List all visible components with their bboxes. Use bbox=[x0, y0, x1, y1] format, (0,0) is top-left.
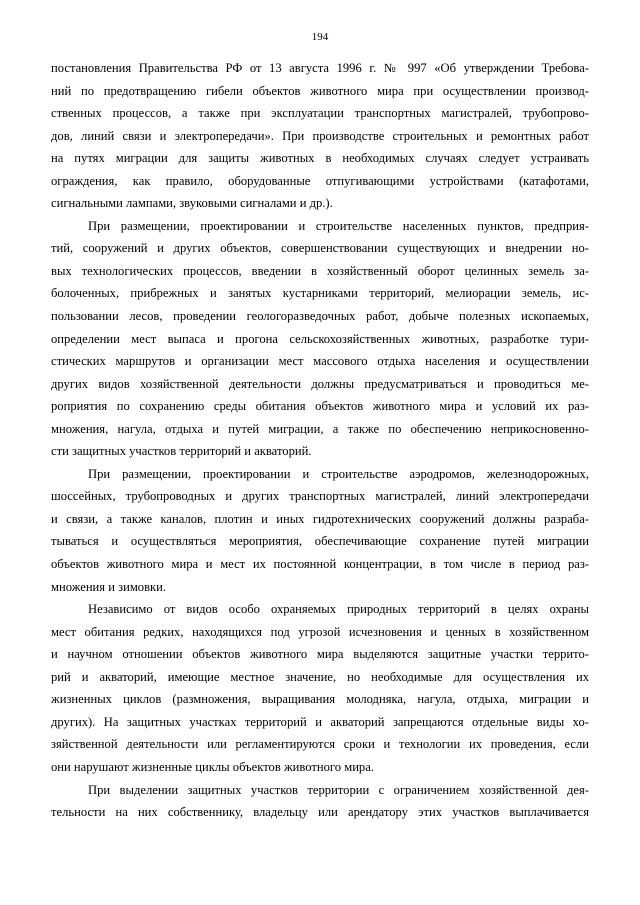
text-line: мест обитания редких, находящихся под угрозой исчезновения и ценных в хозяйственном bbox=[51, 624, 589, 639]
text-line: Независимо от видов особо охраняемых природных территорий в целях охраны bbox=[88, 602, 589, 617]
text-line: роприятия по сохранению среды обитания объектов животного мира и условий их раз- bbox=[51, 399, 589, 414]
body-text bbox=[51, 57, 589, 824]
text-line: множения и зимовки. bbox=[51, 579, 167, 594]
text-line: пользовании лесов, проведении геологоразведочных работ, добыче полезных ископаемых, bbox=[51, 309, 589, 324]
text-line: тываться и осуществляться мероприятия, обеспечивающие сохранение путей миграции bbox=[51, 534, 589, 549]
text-line: постановления Правительства РФ от 13 августа 1996 г. № 997 «Об утверждении Требова- bbox=[51, 61, 589, 75]
text-line: других). На защитных участках территорий и акваторий запрещаются отдельные виды хо- bbox=[51, 714, 589, 729]
text-line: определении мест выпаса и прогона сельскохозяйственных животных, разработке тури- bbox=[51, 331, 589, 346]
text-line: жизненных циклов (размножения, выращивания молодняка, нагула, отдыха, миграции и bbox=[51, 692, 589, 707]
text-line: При выделении защитных участков территории с ограничением хозяйственной дея- bbox=[88, 782, 589, 797]
text-line: ний по предотвращению гибели объектов животного мира при осуществлении производ- bbox=[51, 83, 589, 98]
text-line: и научном отношении объектов животного мира выделяются защитные участки террито- bbox=[51, 647, 589, 662]
text-line: стических маршрутов и организации мест массового отдыха населения и осуществлении bbox=[51, 354, 589, 369]
text-line: тельности на них собственнику, владельцу или арендатору этих участков выплачивается bbox=[51, 805, 589, 820]
text-line: и связи, а также каналов, плотин и иных гидротехнических сооружений должны разраба- bbox=[51, 511, 589, 526]
text-line: При размещении, проектировании и строительстве аэродромов, железнодорожных, bbox=[88, 466, 589, 481]
page-number: 194 bbox=[311, 31, 329, 43]
text-line: на путях миграции для защиты животных в необходимых случаях следует устраивать bbox=[51, 151, 589, 166]
text-line: ограждения, как правило, оборудованные отпугивающими устройствами (катафотами, bbox=[51, 173, 589, 188]
text-line: При размещении, проектировании и строительстве населенных пунктов, предприя- bbox=[88, 218, 589, 233]
text-line: дов, линий связи и электропередачи». При производстве строительных и ремонтных работ bbox=[51, 128, 589, 143]
text-line: рий и акваторий, имеющие местное значение, но необходимые для осуществления их bbox=[51, 669, 589, 684]
text-line: зяйственной деятельности или регламентируются сроки и технологии их проведения, если bbox=[51, 737, 589, 752]
text-line: тий, сооружений и других объектов, совершенствовании существующих и внедрении но- bbox=[51, 241, 589, 256]
text-line: объектов животного мира и мест их постоянной концентрации, в том числе в период раз- bbox=[51, 557, 589, 572]
text-line: вых технологических процессов, введении в хозяйственный оборот целинных земель за- bbox=[51, 263, 589, 278]
text-line: ственных процессов, а также при эксплуатации транспортных магистралей, трубопрово- bbox=[51, 106, 589, 121]
text-line: шоссейных, трубопроводных и других транспортных магистралей, линий электропередачи bbox=[51, 489, 589, 504]
text-line: множения, нагула, отдыха и путей миграции, а также по обеспечению неприкосновенно- bbox=[51, 421, 589, 436]
text-line: других видов хозяйственной деятельности должны предусматриваться и проводиться ме- bbox=[51, 376, 589, 391]
text-line: сти защитных участков территорий и акваторий. bbox=[51, 444, 312, 459]
text-line: они нарушают жизненные циклы объектов животного мира. bbox=[51, 759, 374, 774]
text-line: болоченных, прибрежных и занятых кустарниками территорий, мелиорации земель, ис- bbox=[51, 286, 589, 301]
text-line: сигнальными лампами, звуковыми сигналами и др.). bbox=[51, 196, 333, 211]
